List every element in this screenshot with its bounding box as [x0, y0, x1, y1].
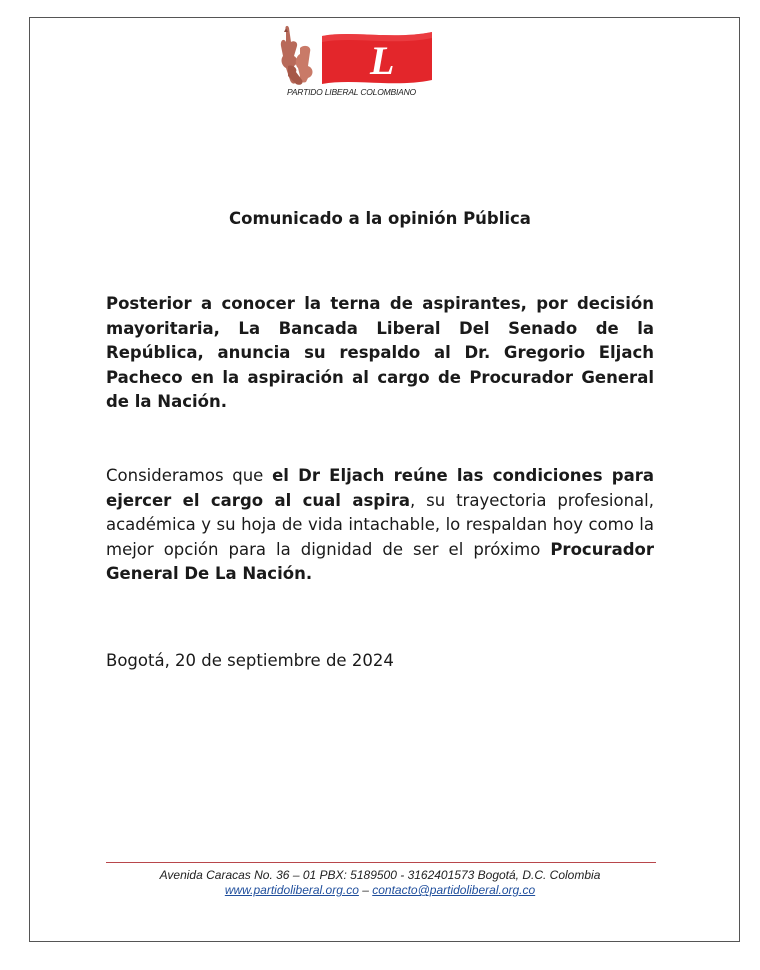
footer-links — [0, 883, 760, 897]
email-link[interactable]: contacto@partidoliberal.org.co — [372, 883, 536, 897]
footer-address: Avenida Caracas No. 36 – 01 PBX: 5189500 - 3162401573 Bogotá, D.C. Colombia — [159, 868, 601, 882]
hands-emblem-icon — [281, 26, 313, 85]
paragraph-support-bold: el Dr Eljach reúne las condiciones para ejercer el cargo al cual aspira — [106, 466, 654, 510]
logo-letter: L — [370, 38, 395, 83]
page-title: Comunicado a la opinión Pública — [229, 209, 531, 228]
footer-divider — [106, 862, 656, 863]
paragraph-support-text: Consideramos que — [106, 466, 273, 485]
flag-icon — [322, 32, 432, 84]
paragraph-support-text: , su trayectoria profesional, académica y su hoja de vida intachable, lo respaldan hoy como la mejor opción para la dignidad de ser el próximo — [106, 490, 654, 559]
website-link[interactable]: www.partidoliberal.org.co — [224, 883, 359, 897]
logo-caption: PARTIDO LIBERAL COLOMBIANO — [287, 87, 416, 97]
paragraph-support — [106, 464, 654, 587]
document-date: Bogotá, 20 de septiembre de 2024 — [106, 651, 394, 670]
paragraph-support-bold: Procurador General De La Nación. — [106, 539, 654, 583]
footer-separator: – — [358, 883, 373, 897]
paragraph-announcement: Posterior a conocer la terna de aspirantes, por decisión mayoritaria, La Bancada Liberal Del Senado de la República, anuncia su respaldo al Dr. Gregorio Eljach Pacheco en la aspiración al cargo de Procurador General de la Nación. — [106, 294, 654, 411]
